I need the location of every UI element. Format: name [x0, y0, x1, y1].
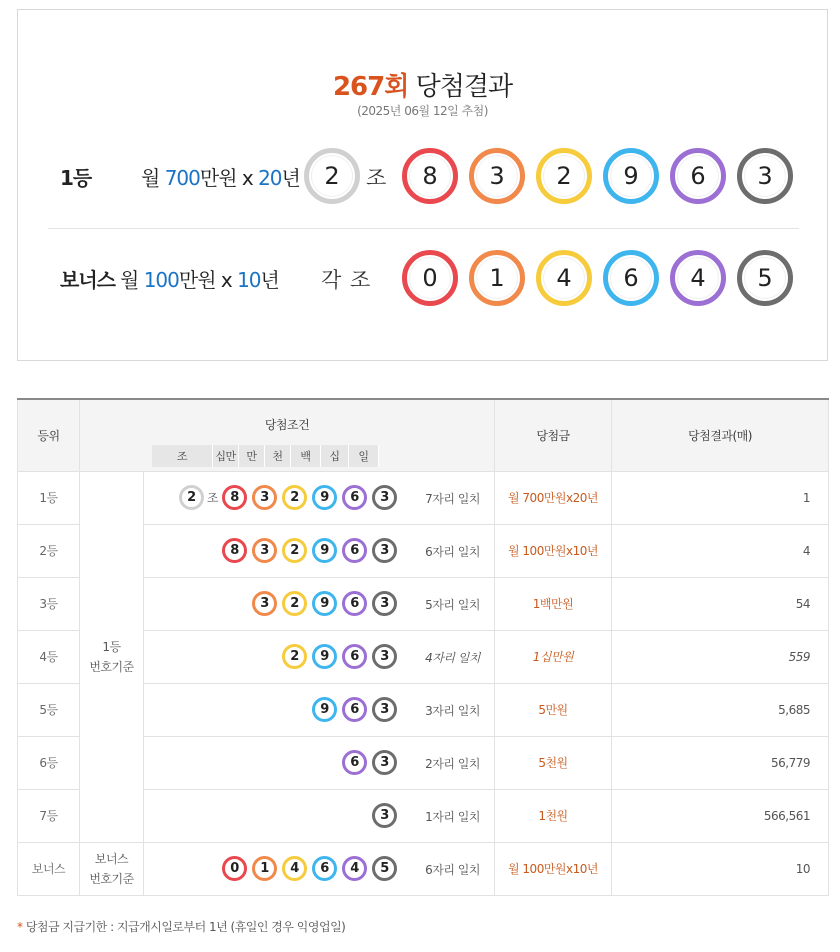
header-amount: 당첨금: [495, 399, 612, 471]
row-count: 10: [612, 842, 829, 895]
place-label: 만: [239, 445, 265, 467]
row-balls: [222, 856, 397, 881]
place-label: 십만: [213, 445, 239, 467]
row-count: 56,779: [612, 736, 829, 789]
row-count: 566,561: [612, 789, 829, 842]
row-count: 4: [612, 524, 829, 577]
place-value-strip: [152, 445, 379, 467]
row-ball: 5: [372, 856, 397, 881]
row-count: 54: [612, 577, 829, 630]
row-condition: [144, 471, 495, 524]
row-ball: 9: [312, 538, 337, 563]
row-ball: 4: [282, 856, 307, 881]
row-match: 6자리 일치: [425, 544, 480, 559]
table-row: [18, 471, 829, 524]
row-amount: 5만원: [495, 683, 612, 736]
row-condition: [144, 577, 495, 630]
row-ball: 3: [372, 803, 397, 828]
row-ball: 9: [312, 697, 337, 722]
place-label: 십: [321, 445, 349, 467]
row-ball: 3: [252, 591, 277, 616]
row-match: 1자리 일치: [425, 809, 480, 824]
first-prize-ball: 8: [402, 148, 458, 204]
row-rank: 5등: [18, 683, 80, 736]
row-ball: 6: [312, 856, 337, 881]
row-ball: 9: [312, 644, 337, 669]
bonus-prize-ball: 5: [737, 250, 793, 306]
row-ball: 3: [372, 644, 397, 669]
payment-deadline-note: * 당첨금 지급기한 : 지급개시일로부터 1년 (휴일인 경우 익영업일): [17, 920, 346, 934]
draw-result-card: [17, 9, 828, 361]
row-rank: 6등: [18, 736, 80, 789]
place-label: 백: [291, 445, 321, 467]
draw-round: 267회: [332, 72, 409, 102]
row-rank: 4등: [18, 630, 80, 683]
bonus-prize-row: [18, 248, 827, 310]
row-rank: 3등: [18, 577, 80, 630]
row-group-ball: 2: [179, 485, 204, 510]
row-ball: 2: [282, 644, 307, 669]
row-amount: 월 700만원x20년: [495, 471, 612, 524]
row-ball: 6: [342, 591, 367, 616]
place-label: 일: [349, 445, 379, 467]
row-ball: 2: [282, 591, 307, 616]
prize-table-body: [18, 471, 829, 895]
row-condition: [144, 524, 495, 577]
row-divider: [48, 228, 799, 229]
row-ball: 3: [372, 750, 397, 775]
first-prize-ball: 2: [536, 148, 592, 204]
first-prize-ball: 6: [670, 148, 726, 204]
bonus-prize-ball: 0: [402, 250, 458, 306]
first-prize-row: [18, 146, 827, 208]
row-balls: [222, 538, 397, 563]
draw-date: (2025년 06월 12일 추첨): [357, 104, 488, 118]
row-rank: 2등: [18, 524, 80, 577]
row-match: 5자리 일치: [425, 597, 480, 612]
row-rank: 7등: [18, 789, 80, 842]
draw-title: [18, 66, 827, 103]
row-ball: 3: [252, 485, 277, 510]
row-count: 1: [612, 471, 829, 524]
row-ball: 3: [252, 538, 277, 563]
header-condition: 당첨조건 조 십만 만 천 백 십 일: [80, 399, 495, 471]
prize-table: [17, 398, 829, 896]
row-ball: 6: [342, 750, 367, 775]
bonus-number-basis: 보너스 번호기준: [80, 842, 144, 895]
row-balls: [179, 485, 397, 510]
row-rank: 1등: [18, 471, 80, 524]
row-ball: 2: [282, 485, 307, 510]
header-result: 당첨결과(매): [612, 399, 829, 471]
row-ball: 8: [222, 485, 247, 510]
row-amount: 월 100만원x10년: [495, 524, 612, 577]
row-ball: 4: [342, 856, 367, 881]
first-prize-amount: 700: [164, 166, 200, 190]
table-row: [18, 842, 829, 895]
row-ball: 6: [342, 697, 367, 722]
row-ball: 6: [342, 538, 367, 563]
row-balls: [342, 750, 397, 775]
row-ball: 3: [372, 538, 397, 563]
row-group-label: 조: [206, 490, 218, 505]
row-amount: 월 100만원x10년: [495, 842, 612, 895]
row-count: 559: [612, 630, 829, 683]
prize-table-wrap: [17, 398, 828, 896]
row-amount: 5천원: [495, 736, 612, 789]
row-amount: 1천원: [495, 789, 612, 842]
draw-title-suffix: 당첨결과: [408, 72, 513, 102]
each-group-label: 각 조: [321, 268, 372, 292]
row-match: 6자리 일치: [425, 862, 480, 877]
row-ball: 2: [282, 538, 307, 563]
bonus-prize-ball: 6: [603, 250, 659, 306]
row-match: 7자리 일치: [425, 491, 480, 506]
row-amount: 1백만원: [495, 577, 612, 630]
row-ball: 8: [222, 538, 247, 563]
row-ball: 3: [372, 697, 397, 722]
bonus-prize-ball: 4: [670, 250, 726, 306]
first-prize-ball: 9: [603, 148, 659, 204]
row-condition: [144, 842, 495, 895]
row-condition: [144, 683, 495, 736]
row-ball: 6: [342, 485, 367, 510]
bonus-prize-ball: 1: [469, 250, 525, 306]
row-balls: [282, 644, 397, 669]
bonus-prize-label: 보너스: [60, 268, 115, 292]
first-prize-label: 1등: [60, 166, 92, 190]
row-ball: 9: [312, 485, 337, 510]
bonus-prize-amount: 100: [143, 268, 179, 292]
row-amount: 1십만원: [495, 630, 612, 683]
first-prize-desc: 월 700만원 x 20년: [141, 166, 300, 190]
row-match: 3자리 일치: [425, 703, 480, 718]
first-prize-balls: [402, 148, 793, 204]
table-header-row: [18, 399, 829, 471]
bonus-prize-years: 10: [237, 268, 261, 292]
row-balls: [372, 803, 397, 828]
row-rank: 보너스: [18, 842, 80, 895]
row-ball: 9: [312, 591, 337, 616]
row-condition: [144, 736, 495, 789]
first-prize-years: 20: [258, 166, 282, 190]
header-rank: 등위: [18, 399, 80, 471]
row-ball: 6: [342, 644, 367, 669]
bonus-prize-desc: 월 100만원 x 10년: [120, 268, 279, 292]
row-balls: [312, 697, 397, 722]
bonus-prize-balls: [402, 250, 793, 306]
row-balls: [252, 591, 397, 616]
bonus-prize-ball: 4: [536, 250, 592, 306]
first-prize-ball: 3: [469, 148, 525, 204]
row-ball: 0: [222, 856, 247, 881]
row-ball: 3: [372, 485, 397, 510]
row-count: 5,685: [612, 683, 829, 736]
row-ball: 3: [372, 591, 397, 616]
first-number-basis: 1등 번호기준: [80, 471, 144, 842]
row-ball: 1: [252, 856, 277, 881]
place-label: 천: [265, 445, 291, 467]
row-match: 4자리 일치: [425, 650, 480, 665]
group-label: 조: [366, 166, 387, 190]
first-prize-ball: 3: [737, 148, 793, 204]
row-condition: [144, 630, 495, 683]
place-label: 조: [152, 445, 213, 467]
group-ball: 2: [304, 148, 360, 204]
row-condition: [144, 789, 495, 842]
row-match: 2자리 일치: [425, 756, 480, 771]
